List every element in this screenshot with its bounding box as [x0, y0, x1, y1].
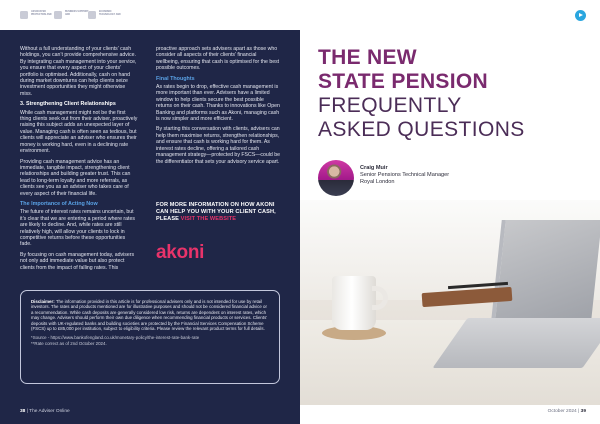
page-title — [318, 46, 588, 142]
laptop-screen — [490, 220, 600, 330]
page-number: 39 — [580, 409, 586, 414]
brand-logo-icon — [88, 11, 96, 19]
brand-item — [54, 11, 89, 19]
disclaimer-text — [31, 299, 269, 331]
cta-label: FOR MORE INFORMATION ON HOW AKONI CAN HELP YOU WITH YOUR CLIENT CASH, PLEASE — [156, 202, 276, 222]
paragraph: Providing cash management advice has an immediate, tangible impact, strengthening client relationships and building greater trust. This can lead to long-term loyalty and more referrals, as clients see you as an adviser who takes care of every aspect of their financial life. — [20, 158, 131, 197]
publication-name: The Adviser Online — [29, 409, 70, 414]
brand-logo-icon — [54, 11, 62, 19]
paragraph: The future of interest rates remains uncertain, but it’s clear that we are entering a period where rates are likely to decline. And, while rates are still relatively high, will allow your clients to lock in competitive returns before these opportunities fade. — [20, 209, 135, 248]
brand-header — [0, 0, 300, 30]
hero-photo — [300, 200, 600, 405]
brand-item — [20, 11, 55, 19]
footer-left — [20, 409, 70, 414]
section-heading: Final Thoughts — [156, 75, 195, 82]
brand-label: BUSINESS SUPPORT AND — [65, 11, 89, 16]
author-name: Craig Muir — [360, 165, 388, 171]
paragraph: proactive approach sets advisers apart as those who consider all aspects of their clients’ financial wellbeing, ensuring that cash is optimised for the best possible outcomes. — [156, 46, 280, 72]
paragraph: By focusing on cash management today, advisers not only add immediate value but also protect clients from the impact of falling rates. This — [20, 251, 135, 271]
coffee-mug — [332, 276, 376, 330]
section-heading: The Importance of Acting Now — [20, 200, 98, 207]
title-line: STATE PENSION — [318, 70, 488, 93]
article-column-2 — [156, 46, 280, 169]
cta-text — [156, 202, 286, 222]
play-icon[interactable] — [575, 10, 586, 21]
disclaimer-body: The information provided in this article is for professional advisers only and is not intended for use by retail investors. The rates and products mentioned are for illustrative purposes and should not be considered financial advice or a recommendation. While cash deposits are generally considered low risk, returns are dependent on interest rates, which may change. Advisers should perform their own due diligence when recommending financial products or services. Clients’ deposits with UK-regulated banks and building societies are protected by the Financial Services Compensation Scheme (FSCS) up to £85,000 per institution, subject to eligibility criteria. Please review the relevant product terms for full details. — [31, 299, 268, 332]
visit-website-link[interactable]: VISIT THE WEBSITE — [180, 215, 237, 222]
paragraph: Without a full understanding of your clients’ cash holdings, you can’t provide comprehensive advice. By integrating cash management into your service, you ensure that every aspect of your clients’ portfolio is optimised. Additionally, cash on hand during market downturns can help clients seize investment opportunities they might otherwise miss. — [20, 46, 137, 97]
disclaimer-label: Disclaimer: — [31, 299, 55, 304]
brand-label: ASSOCIATED PROTECTION AND — [31, 11, 52, 16]
title-line: FREQUENTLY — [318, 94, 462, 117]
disclaimer-box — [20, 290, 280, 384]
footer-sep: | — [25, 409, 30, 414]
page-number: 38 — [20, 409, 26, 414]
brand-logo-icon — [20, 11, 28, 19]
author-avatar — [318, 160, 354, 196]
footer-sep: | — [576, 409, 581, 414]
akoni-logo: akoni — [156, 242, 205, 263]
right-page — [300, 0, 600, 424]
paragraph: As rates begin to drop, effective cash management is more important than ever. Advisers have a limited window to help clients secure the best possible returns on their cash. Thanks to innovations like Open Banking and platforms such as Akoni, managing cash is now simpler and more efficient. — [156, 84, 280, 123]
issue-date: October 2024 — [547, 409, 577, 414]
title-line: ASKED QUESTIONS — [318, 118, 525, 141]
title-line: THE NEW — [318, 46, 417, 69]
paragraph: While cash management might not be the first thing clients seek out from their adviser, proactively raising this subject adds an unexpected layer of value. Managing cash is often seen as tedious, but clients will appreciate an adviser who ensures their money is working hard, even in a declining rate environment. — [20, 109, 138, 155]
footer-right — [548, 409, 586, 414]
author-company: Royal London — [360, 179, 395, 186]
brand-item — [88, 11, 123, 19]
disclaimer-source: *Source - https://www.bankofengland.co.uk/monetary-policy/the-interest-rate-bank-rate — [31, 335, 200, 341]
author-role: Senior Pensions Technical Manager — [360, 172, 450, 179]
disclaimer-note: **Rate correct as of 2nd October 2024. — [31, 340, 107, 346]
author-info — [360, 165, 449, 187]
section-heading: 3. Strengthening Client Relationships — [20, 101, 116, 108]
article-column-1 — [20, 46, 138, 275]
brand-label: ECONOMIC TECHNOLOGY AND — [99, 11, 121, 16]
paragraph: By starting this conversation with clients, advisers can help them maximise returns, strengthen relationships, and ensure that cash is working hard for them. As interest rates decline, offering a tailored cash management strategy—protected by FSCS—could be the differentiator that sets your advisory service apart. — [156, 126, 280, 165]
